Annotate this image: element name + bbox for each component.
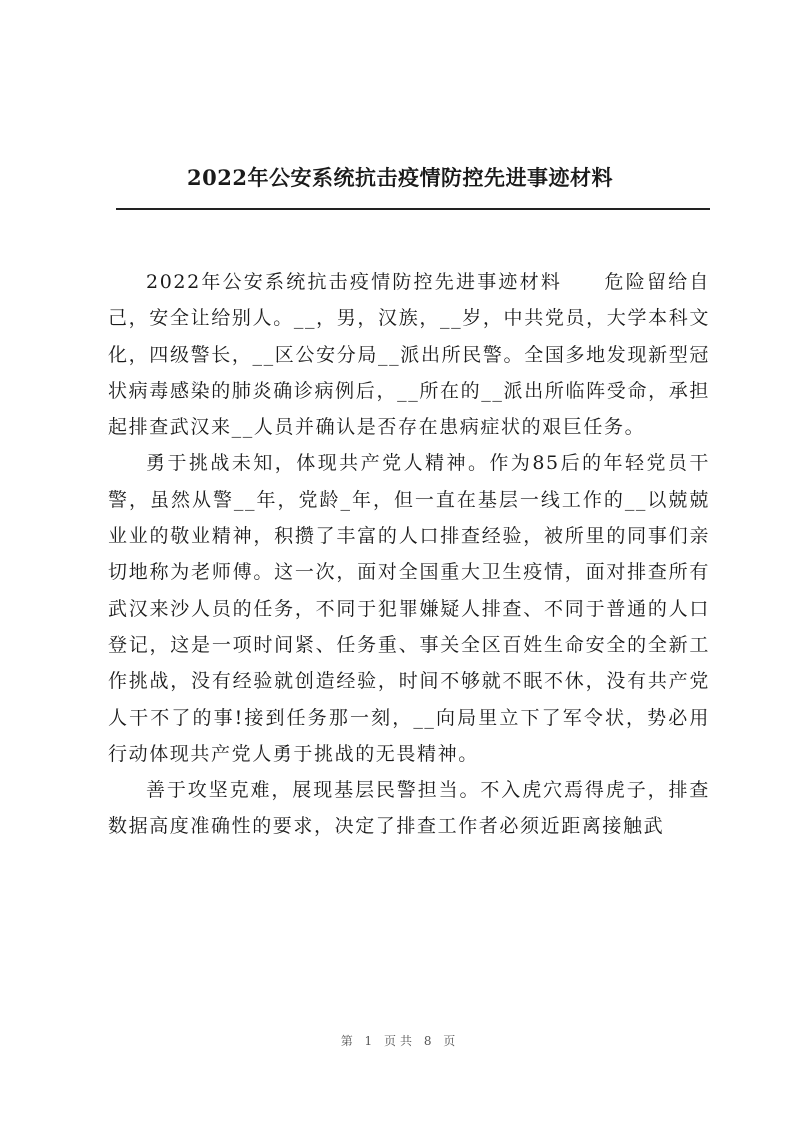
document-title: 2022年公安系统抗击疫情防控先进事迹材料 [187,165,613,190]
paragraph: 勇于挑战未知，体现共产党人精神。作为85后的年轻党员干警，虽然从警__年，党龄_年，但一直在基层一线工作的__以兢兢业业的敬业精神，积攒了丰富的人口排查经验，被所里的同事们亲切地称为老师傅。这一次，面对全国重大卫生疫情，面对排查所有武汉来沙人员的任务，不同于犯罪嫌疑人排查、不同于普通的人口登记，这是一项时间紧、任务重、事关全区百姓生命安全的全新工作挑战，没有经验就创造经验，时间不够就不眠不休，没有共产党人干不了的事!接到任务那一刻，__向局里立下了军令状，势必用行动体现共产党人勇于挑战的无畏精神。 [108,452,710,765]
title-divider [116,208,710,210]
paragraph: 善于攻坚克难，展现基层民警担当。不入虎穴焉得虎子，排查数据高度准确性的要求，决定了排查工作者必须近距离接触武 [108,779,710,838]
document-body [108,264,710,845]
paragraph: 2022年公安系统抗击疫情防控先进事迹材料 危险留给自己，安全让给别人。__，男，汉族，__岁，中共党员，大学本科文化，四级警长，__区公安分局__派出所民警。全国多地发现新型冠状病毒感染的肺炎确诊病例后，__所在的__派出所临阵受命，承担起排查武汉来__人员并确认是否存在患病症状的艰巨任务。 [108,271,710,439]
page-footer: 第 1 页共 8 页 [340,1034,460,1048]
